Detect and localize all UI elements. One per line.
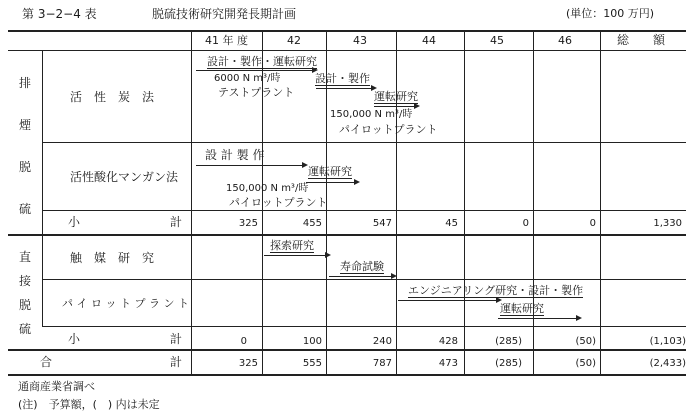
arrow-design-2 bbox=[316, 88, 373, 89]
arrow-design-run-1 bbox=[196, 70, 314, 71]
row-label-shokubai: 触 媒 研 究 bbox=[70, 251, 155, 265]
row-label-pilot: パ イ ロ ッ ト プ ラ ン ト bbox=[62, 297, 189, 310]
footnote: (注) 予算額，( ) 内は未定 bbox=[18, 398, 160, 411]
group-chokusetsu-char-1: 直 bbox=[19, 250, 32, 264]
note-engineering: エンジニアリング研究・設計・製作 bbox=[408, 284, 584, 297]
grand-value-46: (50) bbox=[575, 358, 596, 369]
row-label-mangan: 活性酸化マンガン法 bbox=[70, 170, 179, 184]
group-chokusetsu-char-2: 接 bbox=[19, 274, 32, 288]
rule-row4 bbox=[42, 279, 686, 280]
grand-value-44: 473 bbox=[438, 358, 458, 369]
group-chokusetsu-char-4: 硫 bbox=[19, 322, 32, 336]
group-haien-char-1: 排 bbox=[19, 76, 32, 90]
subtotal2-total: (1,103) bbox=[649, 336, 686, 347]
note-run-3: 運転研究 bbox=[500, 302, 544, 315]
subtotal1-value-41: 325 bbox=[238, 218, 258, 229]
grand-value-42: 555 bbox=[302, 358, 322, 369]
group-chokusetsu-char-3: 脱 bbox=[19, 298, 32, 312]
col-rule-44 bbox=[464, 30, 465, 374]
header-year-43: 43 bbox=[353, 34, 367, 47]
note-design-3: 設 計 製 作 bbox=[205, 148, 265, 162]
note-search: 探索研究 bbox=[270, 239, 314, 252]
rule-header bbox=[8, 50, 686, 51]
col-rule-43 bbox=[396, 30, 397, 374]
arrow-run-2 bbox=[306, 182, 356, 183]
grand-value-45: (285) bbox=[495, 358, 522, 369]
subtotal2-label-b: 計 bbox=[170, 332, 183, 346]
note-capacity-1: 6000 N m³/時 bbox=[214, 73, 281, 84]
note-capacity-2: 150,000 N m³/時 bbox=[330, 109, 413, 120]
rule-grand bbox=[8, 349, 686, 351]
subtotal2-label-a: 小 bbox=[68, 332, 81, 346]
header-total: 総 額 bbox=[617, 33, 666, 47]
col-rule-label bbox=[191, 30, 192, 374]
arrow-run-1 bbox=[374, 106, 416, 107]
header-year-46: 46 bbox=[558, 34, 572, 47]
header-year-44: 44 bbox=[422, 34, 436, 47]
unit-note: (単位：100 万円) bbox=[566, 7, 655, 20]
note-run-2: 運転研究 bbox=[308, 165, 352, 178]
subtotal1-total: 1,330 bbox=[653, 218, 682, 229]
col-rule-45 bbox=[533, 30, 534, 374]
note-pilotplant-2: パイロットプラント bbox=[229, 196, 328, 209]
note-capacity-3: 150,000 N m³/時 bbox=[226, 183, 309, 194]
rule-row5 bbox=[42, 326, 686, 327]
subtotal2-value-46: (50) bbox=[575, 336, 596, 347]
rule-top bbox=[8, 30, 686, 32]
subtotal1-value-46: 0 bbox=[589, 218, 596, 229]
subtotal1-value-45: 0 bbox=[522, 218, 529, 229]
header-year-41: 41 年 度 bbox=[205, 34, 248, 47]
subtotal2-value-44: 428 bbox=[438, 336, 458, 347]
note-pilotplant-1: パイロットプラント bbox=[339, 123, 438, 136]
note-life: 寿命試験 bbox=[340, 260, 384, 273]
subtotal2-value-42: 100 bbox=[302, 336, 322, 347]
row-label-kasseitan: 活 性 炭 法 bbox=[70, 90, 155, 104]
subtotal2-value-43: 240 bbox=[372, 336, 392, 347]
rule-row1 bbox=[42, 142, 686, 143]
rule-bottom bbox=[8, 374, 686, 376]
header-year-42: 42 bbox=[287, 34, 301, 47]
group-haien-char-2: 煙 bbox=[19, 118, 32, 132]
arrow-design-3 bbox=[196, 165, 304, 166]
arrow-life bbox=[329, 276, 393, 277]
col-rule-46 bbox=[600, 30, 601, 374]
note-testplant: テストプラント bbox=[218, 86, 295, 99]
arrow-engineering bbox=[398, 300, 498, 301]
table-title: 脱硫技術研究開発長期計画 bbox=[152, 7, 297, 21]
grand-total-label-a: 合 bbox=[40, 355, 53, 369]
grand-total-label-b: 計 bbox=[170, 355, 183, 369]
grand-value-43: 787 bbox=[372, 358, 392, 369]
header-year-45: 45 bbox=[490, 34, 504, 47]
group-haien-char-4: 硫 bbox=[19, 202, 32, 216]
subtotal2-value-41: 0 bbox=[240, 336, 247, 347]
subtotal1-label-b: 計 bbox=[170, 215, 183, 229]
subtotal1-value-44: 45 bbox=[445, 218, 458, 229]
subtotal1-value-43: 547 bbox=[372, 218, 392, 229]
note-run-1: 運転研究 bbox=[374, 90, 418, 103]
note-design-2: 設計・製作 bbox=[315, 72, 370, 85]
grand-total: (2,433) bbox=[649, 358, 686, 369]
table-number: 第 3−2−4 表 bbox=[22, 7, 97, 21]
subtotal1-value-42: 455 bbox=[302, 218, 322, 229]
rule-group bbox=[8, 234, 686, 236]
group-haien-char-3: 脱 bbox=[19, 160, 32, 174]
arrow-run-3 bbox=[498, 318, 578, 319]
note-design-run-1: 設計・製作・運転研究 bbox=[207, 55, 317, 68]
source-note: 通商産業省調べ bbox=[18, 380, 95, 393]
subtotal1-label-a: 小 bbox=[68, 215, 81, 229]
col-rule-group bbox=[42, 50, 43, 326]
rule-row2 bbox=[42, 210, 686, 211]
subtotal2-value-45: (285) bbox=[495, 336, 522, 347]
arrow-search bbox=[264, 255, 327, 256]
grand-value-41: 325 bbox=[238, 358, 258, 369]
